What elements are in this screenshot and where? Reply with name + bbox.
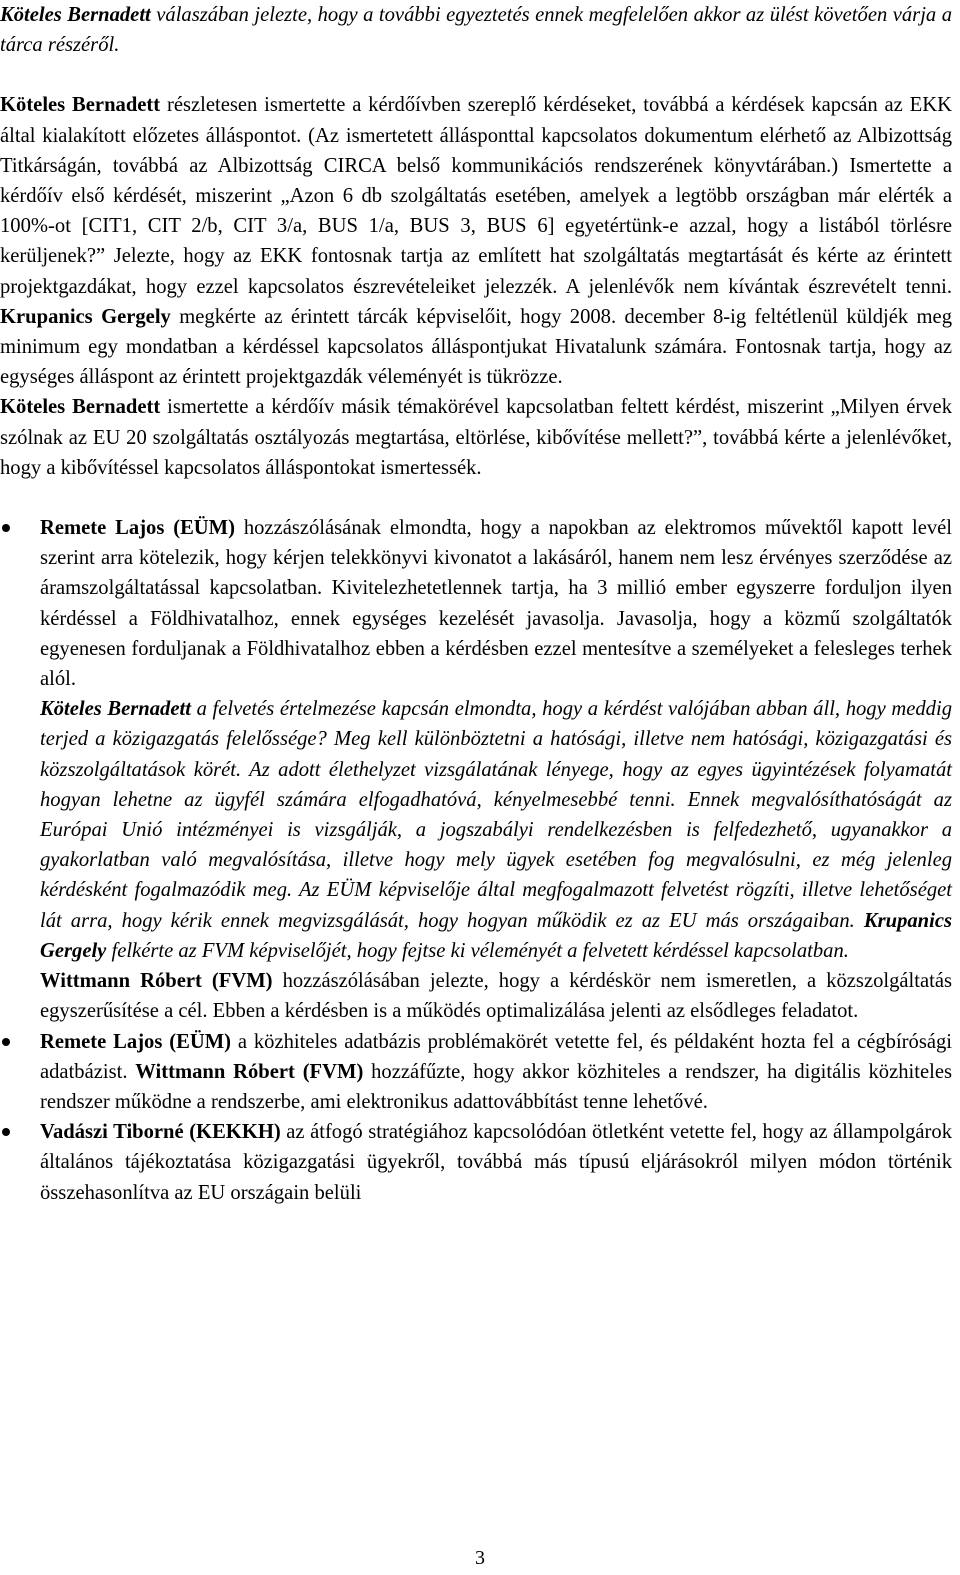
page-number: 3 xyxy=(475,1547,485,1569)
bullet-subparagraph xyxy=(40,966,952,1026)
bullet-item xyxy=(0,1117,952,1208)
paragraph-text: hozzáfűzte, hogy akkor közhiteles a rendszer, ha digitális közhiteles rendszer működne a rendszerbe, ami elektronikus adattovábbítást tenne lehetővé. xyxy=(40,1060,952,1113)
paragraph-gap xyxy=(0,483,952,513)
bullet-paragraph xyxy=(40,1117,952,1208)
paragraph-second-question xyxy=(0,392,952,483)
paragraph-text: a felvetés értelmezése kapcsán elmondta, hogy a kérdést valójában abban áll, hogy meddig terjed a közigazgatás felelőssége? Meg kell különböztetni a hatósági, illetve nem hatósági, közigazgatási és közszolgáltatások körét. Az adott élethelyzet vizsgálatának lényege, hogy az egyes ügyintézések folyamatát hogyan lehetne az ügyfél számára elfogadhatóvá, kényelmesebbé tenni. Ennek megvalósíthatóságát az Európai Unió intézményei is vizsgálják, a jogszabályi rendelkezésben is felfedezhető, ugyanakkor a gyakorlatban való megvalósítása, illetve hogy mely ügyek esetében fog megvalósulni, ez még jelenleg kérdésként fogalmazódik meg. Az EÜM képviselője által megfogalmazott felvetést rögzíti, illetve lehetőséget lát arra, hogy kérik ennek megvizsgálását, hogy hogyan működik ez az EU más országaiban. xyxy=(40,698,952,932)
speaker-name: Remete Lajos (EÜM) xyxy=(40,517,235,540)
bullet-icon xyxy=(2,524,10,532)
speaker-name: Köteles Bernadett xyxy=(0,396,161,419)
speaker-name: Wittmann Róbert (FVM) xyxy=(135,1060,364,1083)
bullet-item xyxy=(0,513,952,1026)
speaker-name: Krupanics Gergely xyxy=(40,909,952,962)
bullet-paragraph xyxy=(40,1027,952,1118)
bullet-item xyxy=(0,1027,952,1118)
speaker-name: Vadászi Tiborné (KEKKH) xyxy=(40,1121,281,1144)
speaker-name: Wittmann Róbert (FVM) xyxy=(40,970,273,993)
paragraph-text: megkérte az érintett tárcák képviselőit, hogy 2008. december 8-ig feltétlenül küldjék meg minimum egy mondatban a kérdéssel kapcsolatos álláspontjukat Hivatalunk számára. Fontosnak tartja, hogy az egységes álláspont az érintett projektgazdák véleményét is tükrözze. xyxy=(0,305,952,389)
bullet-paragraph xyxy=(40,513,952,694)
speaker-name: Remete Lajos (EÜM) xyxy=(40,1030,231,1053)
speaker-name: Köteles Bernadett xyxy=(0,94,161,117)
paragraph-questionnaire xyxy=(0,90,952,392)
paragraph-text: a közhiteles adatbázis problémakörét vetette fel, és példaként hozta fel a cégbírósági adatbázist. xyxy=(40,1030,952,1083)
bullet-subparagraph xyxy=(40,694,952,966)
speaker-name: Köteles Bernadett xyxy=(0,4,151,26)
paragraph-text: ismertette a kérdőív másik témakörével kapcsolatban feltett kérdést, miszerint „Milyen érvek szólnak az EU 20 szolgáltatás osztályozás megtartása, eltörlése, kibővítése mellett?”, továbbá kérte a jelenlévőket, hogy a kibővítéssel kapcsolatos álláspontokat ismertessék. xyxy=(0,396,952,479)
paragraph-reply xyxy=(0,0,952,60)
speaker-name: Köteles Bernadett xyxy=(40,698,191,721)
bullet-icon xyxy=(2,1128,10,1136)
paragraph-gap xyxy=(0,60,952,90)
paragraph-text: hozzászólásában jelezte, hogy a kérdéskör nem ismeretlen, a közszolgáltatás egyszerűsítése a cél. Ebben a kérdésben is a működés optimalizálása jelenti az elsődleges feladatot. xyxy=(40,970,953,1023)
paragraph-text: felkérte az FVM képviselőjét, hogy fejtse ki véleményét a felvetett kérdéssel kapcsolatban. xyxy=(106,939,849,962)
paragraph-text: válaszában jelezte, hogy a további egyeztetés ennek megfelelően akkor az ülést követően várja a tárca részéről. xyxy=(0,4,952,57)
paragraph-text: részletesen ismertette a kérdőívben szereplő kérdéseket, továbbá a kérdések kapcsán az EKK által kialakított előzetes álláspontot. (Az ismertetett állásponttal kapcsolatos dokumentum elérhető az Albizottság Titkárságán, továbbá az Albizottság CIRCA belső kommunikációs rendszerének könyvtárában.) Ismertette a kérdőív első kérdését, miszerint „Azon 6 db szolgáltatás esetében, amelyek a legtöbb országban már elérték a 100%-ot [CIT1, CIT 2/b, CIT 3/a, BUS 1/a, BUS 3, BUS 6] egyetértünk-e azzal, hogy a listából törlésre kerüljenek?” Jelezte, hogy az EKK fontosnak tartja az említett hat szolgáltatás megtartását és kérte az érintett projektgazdákat, hogy ezzel kapcsolatos észrevételeiket jelezzék. A jelenlévők nem kívántak észrevételt tenni. xyxy=(0,94,953,298)
paragraph-text: az átfogó stratégiához kapcsolódóan ötletként vetette fel, hogy az állampolgárok általános tájékoztatása közigazgatási ügyekről, továbbá más típusú eljárásokról milyen módon történik összehasonlítva az EU országain belüli xyxy=(40,1121,952,1204)
paragraph-text: hozzászólásának elmondta, hogy a napokban az elektromos művektől kapott levél szerint arra kötelezik, hogy kérjen telekkönyvi kivonatot a lakásáról, hanem nem lesz érvényes szerződése az áramszolgáltatással kapcsolatban. Kivitelezhetetlennek tartja, ha 3 millió ember egyszerre forduljon ilyen kérdéssel a Földhivatalhoz, ennek egységes kezelését javasolja. Javasolja, hogy a közmű szolgáltatók egyenesen forduljanak a Földhivatalhoz ebben a kérdésben ezzel mentesítve a személyeket a felesleges terhek alól. xyxy=(40,517,952,691)
bullet-icon xyxy=(2,1038,10,1046)
speaker-name: Krupanics Gergely xyxy=(0,305,171,328)
